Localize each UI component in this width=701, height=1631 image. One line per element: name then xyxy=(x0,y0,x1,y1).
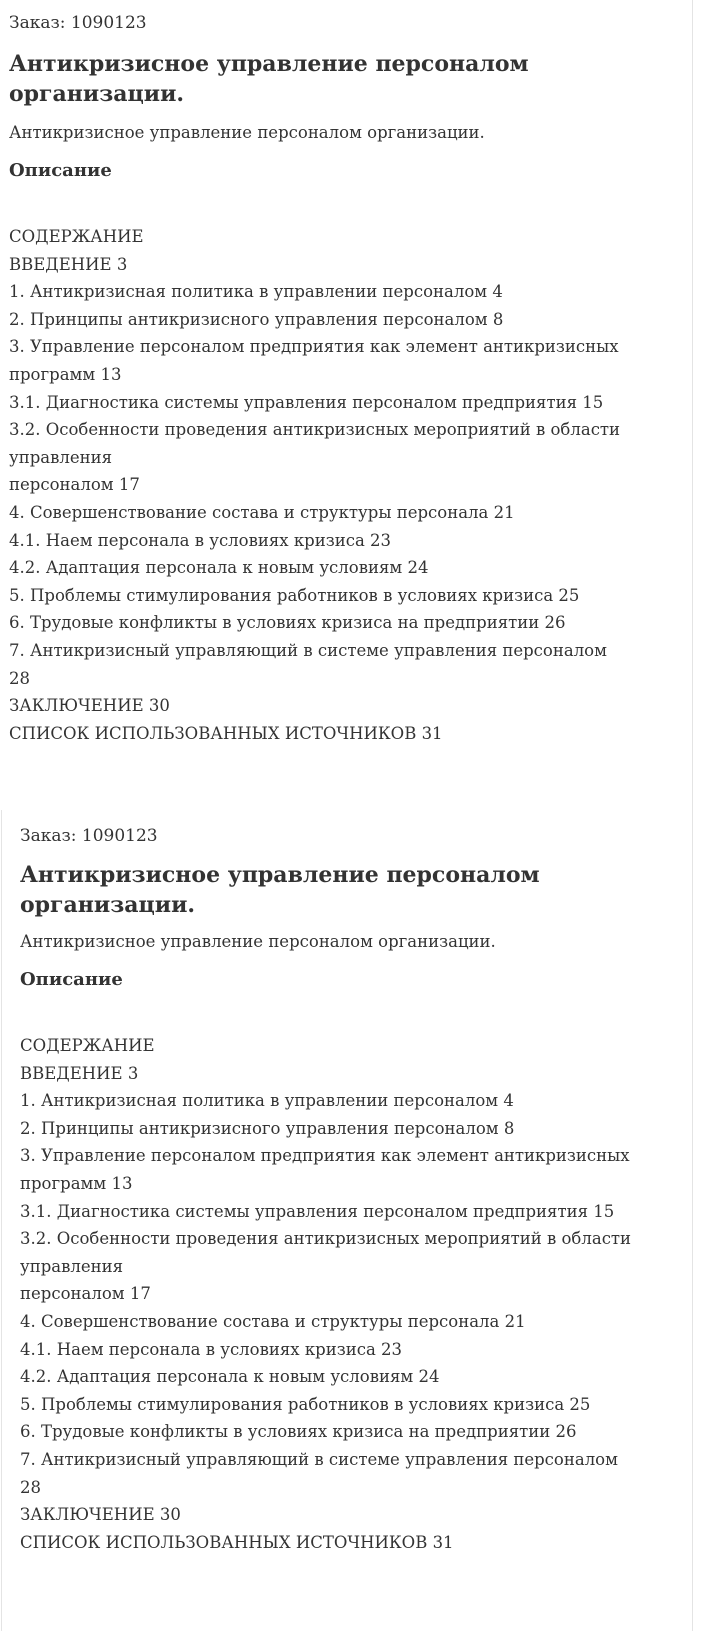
right-border-rule xyxy=(692,0,693,1631)
toc-line: 3. Управление персоналом предприятия как элемент антикризисных xyxy=(9,337,619,357)
order-card-1 xyxy=(0,0,692,747)
toc-line: персоналом 17 xyxy=(9,475,140,495)
order-card-2 xyxy=(1,810,692,1631)
toc-line: 6. Трудовые конфликты в условиях кризиса на предприятии 26 xyxy=(9,613,566,633)
order-title: Антикризисное управление персоналом организации. xyxy=(9,51,529,107)
toc-line: СПИСОК ИСПОЛЬЗОВАННЫХ ИСТОЧНИКОВ 31 xyxy=(20,1532,454,1552)
toc-line: 4. Совершенствование состава и структуры персонала 21 xyxy=(20,1311,526,1331)
order-subtitle: Антикризисное управление персоналом организации. xyxy=(20,932,496,951)
toc-line: 7. Антикризисный управляющий в системе управления персоналом xyxy=(20,1449,618,1469)
description-heading: Описание xyxy=(20,969,123,990)
toc-line: 3. Управление персоналом предприятия как элемент антикризисных xyxy=(20,1146,630,1166)
toc-line: 7. Антикризисный управляющий в системе управления персоналом xyxy=(9,640,607,660)
toc-line: 28 xyxy=(20,1477,41,1497)
toc-line: 3.1. Диагностика системы управления персоналом предприятия 15 xyxy=(9,392,604,412)
toc-line: 4.1. Наем персонала в условиях кризиса 23 xyxy=(9,530,392,550)
toc-line: 3.1. Диагностика системы управления персоналом предприятия 15 xyxy=(20,1201,615,1221)
table-of-contents xyxy=(20,1032,692,1556)
toc-line: 3.2. Особенности проведения антикризисных мероприятий в области xyxy=(20,1229,632,1249)
toc-line: 4.1. Наем персонала в условиях кризиса 23 xyxy=(20,1339,403,1359)
order-number: Заказ: 1090123 xyxy=(9,13,147,33)
toc-line: СОДЕРЖАНИЕ xyxy=(20,1036,155,1055)
toc-line: ВВЕДЕНИЕ 3 xyxy=(20,1063,139,1083)
toc-line: 6. Трудовые конфликты в условиях кризиса на предприятии 26 xyxy=(20,1422,577,1442)
description-heading: Описание xyxy=(9,160,112,181)
toc-line: СОДЕРЖАНИЕ xyxy=(9,227,144,246)
toc-line: управления xyxy=(9,447,113,467)
toc-line: ЗАКЛЮЧЕНИЕ 30 xyxy=(20,1505,181,1525)
toc-line: 2. Принципы антикризисного управления персоналом 8 xyxy=(20,1118,515,1138)
toc-line: 4.2. Адаптация персонала к новым условиям 24 xyxy=(20,1367,440,1387)
toc-line: 1. Антикризисная политика в управлении персоналом 4 xyxy=(9,282,503,302)
toc-line: 4.2. Адаптация персонала к новым условиям 24 xyxy=(9,558,429,578)
toc-line: программ 13 xyxy=(20,1173,133,1193)
toc-line: персоналом 17 xyxy=(20,1284,151,1304)
order-title: Антикризисное управление персоналом организации. xyxy=(20,862,540,918)
table-of-contents xyxy=(9,223,692,747)
toc-line: 5. Проблемы стимулирования работников в условиях кризиса 25 xyxy=(20,1394,591,1414)
toc-line: 28 xyxy=(9,668,30,688)
toc-line: 1. Антикризисная политика в управлении персоналом 4 xyxy=(20,1091,514,1111)
toc-line: ЗАКЛЮЧЕНИЕ 30 xyxy=(9,696,170,716)
toc-line: управления xyxy=(20,1256,124,1276)
toc-line: 2. Принципы антикризисного управления персоналом 8 xyxy=(9,309,504,329)
toc-line: ВВЕДЕНИЕ 3 xyxy=(9,254,128,274)
toc-line: программ 13 xyxy=(9,364,122,384)
order-number: Заказ: 1090123 xyxy=(20,826,158,846)
toc-line: 5. Проблемы стимулирования работников в условиях кризиса 25 xyxy=(9,585,580,605)
toc-line: 3.2. Особенности проведения антикризисных мероприятий в области xyxy=(9,420,621,440)
order-subtitle: Антикризисное управление персоналом организации. xyxy=(9,123,485,142)
toc-line: 4. Совершенствование состава и структуры персонала 21 xyxy=(9,502,515,522)
toc-line: СПИСОК ИСПОЛЬЗОВАННЫХ ИСТОЧНИКОВ 31 xyxy=(9,723,443,743)
